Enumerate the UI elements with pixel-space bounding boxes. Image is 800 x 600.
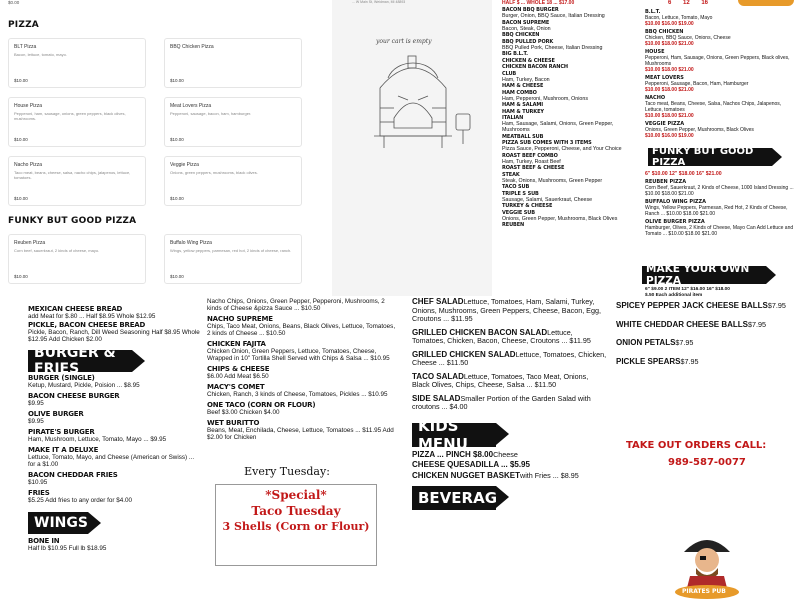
menu-card-blt[interactable]: BLT Pizza Bacon, lettuce, tomato, mayo. $10.00 xyxy=(8,38,146,88)
item-desc: Bacon, Lettuce, Tomato, Mayo xyxy=(645,15,713,21)
sub-item[interactable] xyxy=(502,172,640,184)
top-price: $0.00 xyxy=(8,0,20,5)
burger-item[interactable] xyxy=(28,375,200,389)
item-name: TACO SALAD xyxy=(412,371,464,381)
sub-item[interactable] xyxy=(502,210,640,222)
item-name: WET BURITTO xyxy=(207,419,260,427)
item-name: GRILLED CHICKEN BACON SALAD xyxy=(412,327,548,337)
item-desc: Lettuce, Tomatoes, Ham, Salami, Turkey, Onions, Mushrooms, Green Peppers, Cheese, Bacon, Egg, Croutons ... $11.95 xyxy=(412,298,601,323)
item-name: BACON SUPREME xyxy=(502,19,550,26)
item-desc: $9.95 xyxy=(28,400,44,407)
item-desc: Pizza Sauce, Pepperoni, Cheese, and Your Choice xyxy=(502,146,622,152)
item-price: $10.00 $18.00 $21.00 xyxy=(645,113,694,119)
online-menu-panel xyxy=(0,0,330,296)
cheesebread-item[interactable] xyxy=(28,306,200,320)
mexican-item[interactable] xyxy=(207,298,397,312)
item-name: HAM COMBO xyxy=(502,89,537,96)
item-name: PICKLE, BACON CHEESE BREAD xyxy=(28,321,146,329)
funky-list xyxy=(645,179,797,239)
item-name: REUBEN PIZZA xyxy=(645,179,687,185)
item-desc: Sausage, Salami, Sauerkraut, Cheese xyxy=(502,196,593,203)
pub-logo-fragment xyxy=(738,0,794,6)
mexican-item[interactable] xyxy=(207,341,397,362)
item-name: MEXICAN CHEESE BREAD xyxy=(28,305,123,313)
burger-item[interactable] xyxy=(28,490,200,504)
sub-item[interactable] xyxy=(502,83,640,89)
item-desc: Ketup, Mustard, Pickle, Poision ... $8.95 xyxy=(28,382,140,389)
item-desc: Chicken Onion, Green Peppers, Lettuce, Tomatoes, Cheese, Wrapped in 10" Tortilla Shell Served with Chips & Salsa ... $10.95 xyxy=(207,348,390,362)
mexican-item[interactable] xyxy=(207,402,397,416)
salad-item[interactable] xyxy=(412,373,607,390)
item-desc: Ham, Sausage, Salami, Onions, Green Pepper, Mushrooms xyxy=(502,121,614,133)
menu-card-house[interactable]: House Pizza Pepperoni, ham, sausage, onions, green peppers, black olives, mushrooms. $10.00 xyxy=(8,97,146,147)
pizza-menu-column xyxy=(642,0,800,296)
item-name: BIG B.L.T. xyxy=(502,51,528,57)
item-desc: $7.95 xyxy=(675,338,694,347)
item-name: HOUSE xyxy=(645,49,665,55)
wings-banner: WINGS xyxy=(28,512,88,534)
item-name: CHICKEN NUGGET BASKET xyxy=(412,470,521,480)
burger-item[interactable] xyxy=(28,393,200,407)
menu-card-veggie[interactable]: Veggie Pizza Onions, green peppers, mushrooms, black olives. $10.00 xyxy=(164,156,302,206)
item-name: VEGGIE SUB xyxy=(502,209,535,216)
sub-item[interactable] xyxy=(502,58,640,64)
item-name: PIZZA ... PINCH $8.00 xyxy=(412,449,494,459)
item-price: $10.00 $18.00 $21.00 xyxy=(645,41,694,47)
item-desc: Lettuce, Tomatoes, Chicken, Bacon, Cheese, Croutons ... $11.95 xyxy=(412,327,591,345)
sub-item[interactable] xyxy=(502,20,640,32)
item-name: PIZZA SUB COMES WITH 3 ITEMS xyxy=(502,140,592,146)
item-name: NACHO SUPREME xyxy=(207,315,273,323)
item-name: ONION PETALS xyxy=(616,338,676,347)
sub-item[interactable] xyxy=(502,140,640,152)
mexican-item[interactable] xyxy=(207,384,397,398)
pizza-item[interactable] xyxy=(645,75,797,93)
item-desc: $7.95 xyxy=(748,319,767,329)
item-name: CHICKEN & CHEESE xyxy=(502,57,555,64)
sub-item[interactable] xyxy=(502,64,640,70)
item-name: OLIVE BURGER PIZZA xyxy=(645,219,705,225)
item-name: STEAK xyxy=(502,171,520,178)
takeout-label: TAKE OUT ORDERS CALL: xyxy=(626,440,767,451)
item-name: CHEESE QUESADILLA ... $5.95 xyxy=(412,460,530,469)
item-name: BACON CHEDDAR FRIES xyxy=(28,471,118,479)
salad-item[interactable] xyxy=(412,298,607,324)
item-desc: $7.95 xyxy=(767,301,786,310)
item-name: BBQ PULLED PORK xyxy=(502,38,554,45)
side-item[interactable] xyxy=(616,321,800,330)
item-desc: $5.25 Add fries to any order for $4.00 xyxy=(28,497,132,504)
item-desc: Lettuce, Tomato, Mayo, and Cheese (American or Swiss) ... for a $1.00 xyxy=(28,454,195,468)
item-name: WHITE CHEDDAR CHEESE BALLS xyxy=(616,319,749,329)
item-name: MEATBALL SUB xyxy=(502,133,544,140)
burger-item[interactable] xyxy=(28,472,200,486)
pizza-section-title: PIZZA xyxy=(8,20,39,30)
item-desc: Chicken, Ranch, 3 kinds of Cheese, Tomatoes, Pickles ... $10.95 xyxy=(207,391,388,398)
salad-item[interactable] xyxy=(412,351,607,368)
burger-item[interactable] xyxy=(28,411,200,425)
pizza-item[interactable] xyxy=(645,121,797,139)
item-name: SIDE SALAD xyxy=(412,393,461,403)
sub-item[interactable] xyxy=(502,102,640,108)
pizza-item[interactable] xyxy=(645,95,797,119)
item-desc: Beans, Meat, Enchilada, Cheese, Lettuce, Tomatoes ... $11.95 Add $2.00 for Chicken xyxy=(207,427,394,441)
item-name: OLIVE BURGER xyxy=(28,410,84,418)
item-name: SPICEY PEPPER JACK CHEESE BALLS xyxy=(616,301,768,310)
pizza-item[interactable] xyxy=(645,49,797,73)
item-desc: Pickle, Bacon, Ranch, Dill Weed Seasoning Half $8.95 Whole $12.95 Add Chicken $2.00 xyxy=(28,329,200,343)
item-name: BURGER (SINGLE) xyxy=(28,374,95,382)
mexican-item[interactable] xyxy=(207,366,397,380)
item-name: REUBEN xyxy=(502,222,525,228)
kids-list xyxy=(412,451,607,481)
every-tuesday-title: Every Tuesday: xyxy=(244,465,330,478)
item-name: ROAST BEEF COMBO xyxy=(502,152,558,159)
item-desc: Lettuce, Tomatoes, Chicken, Cheese ... $11.50 xyxy=(412,349,607,367)
item-desc: Taco meat, Beans, Cheese, Salsa, Nachos Chips, Jalapenos, Lettuce, tomatoes xyxy=(645,101,782,113)
item-name: BBQ CHICKEN xyxy=(502,32,540,38)
burger-list xyxy=(28,375,200,504)
item-desc: Chicken, BBQ Sauce, Onions, Cheese xyxy=(645,35,731,41)
mexican-item[interactable] xyxy=(207,420,397,441)
item-desc: Smaller Portion of the Garden Salad with croutons ... $4.00 xyxy=(412,393,591,411)
cheesebread-item[interactable] xyxy=(28,322,200,343)
item-desc: Pepperoni, Sausage, Bacon, Ham, Hamburger xyxy=(645,81,749,87)
item-desc: Half lb $10.95 Full lb $18.95 xyxy=(28,545,107,552)
lower-column-4 xyxy=(616,298,800,600)
item-name: BACON CHEESE BURGER xyxy=(28,392,120,400)
item-name: FRIES xyxy=(28,489,50,497)
taco-tuesday-label: Taco Tuesday xyxy=(251,504,341,518)
item-name: BUFFALO WING PIZZA xyxy=(645,199,707,205)
item-name: NACHO xyxy=(645,95,666,101)
sub-item[interactable] xyxy=(502,203,640,209)
item-price: $10.00 $18.00 $21.00 xyxy=(645,67,694,73)
menu-card-meat-lovers[interactable]: Meat Lovers Pizza Pepperoni, sausage, bacon, ham, hamburger. $10.00 xyxy=(164,97,302,147)
sub-item[interactable] xyxy=(502,90,640,102)
lower-column-3 xyxy=(412,298,607,600)
item-name: CHEF SALAD xyxy=(412,298,464,306)
item-desc: Pepperoni, Ham, Sausage, Onions, Green Peppers, Black olives, Mushrooms xyxy=(645,55,790,67)
item-desc: Bacon, Steak, Onion xyxy=(502,25,551,32)
item-name: CHICKEN BACON RANCH xyxy=(502,64,568,70)
phone-number[interactable]: 989-587-0077 xyxy=(668,457,746,468)
salad-item[interactable] xyxy=(412,329,607,346)
mexican-item[interactable] xyxy=(207,316,397,337)
item-name: CHICKEN FAJITA xyxy=(207,340,266,348)
cart-empty-text: your cart is empty xyxy=(376,38,432,45)
item-desc: $9.95 xyxy=(28,418,44,425)
sub-item[interactable] xyxy=(502,153,640,165)
subs-list xyxy=(494,7,640,228)
item-name: BACON BBQ BURGER xyxy=(502,7,559,13)
item-name: VEGGIE PIZZA xyxy=(645,121,685,127)
sub-item[interactable] xyxy=(502,51,640,57)
item-desc: Onions, Green Pepper, Mushrooms, Black Olives xyxy=(502,215,618,222)
item-price: $10.00 $18.00 $21.00 xyxy=(645,87,694,93)
sub-item[interactable] xyxy=(502,32,640,38)
item-desc: Ham, Mushroom, Lettuce, Tomato, Mayo ... $9.95 xyxy=(28,436,167,443)
item-price: $10.00 $16.00 $19.00 xyxy=(645,133,694,139)
shells-label: 3 Shells (Corn or Flour) xyxy=(222,520,370,533)
sub-item[interactable] xyxy=(502,191,640,203)
logo-text: PIRATES PUB xyxy=(682,588,726,595)
item-name: TRIPLE S SUB xyxy=(502,190,539,197)
pizza-list xyxy=(645,9,797,141)
sub-item[interactable] xyxy=(502,134,640,140)
sub-item[interactable] xyxy=(502,7,640,19)
item-desc: Burger, Onion, BBQ Sauce, Italian Dressing xyxy=(502,13,605,19)
item-name: HAM & SALAMI xyxy=(502,102,544,108)
item-name: MACY'S COMET xyxy=(207,383,265,391)
kids-menu-banner: KIDS MENU xyxy=(412,423,496,447)
item-desc: Chips, Taco Meat, Onions, Beans, Black Olives, Lettuce, Tomatoes, 2 kinds of Cheese ... $10.50 xyxy=(207,323,396,337)
item-name: HAM & TURKEY xyxy=(502,108,544,115)
item-name: MEAT LOVERS xyxy=(645,75,684,81)
funky-pizza-item[interactable] xyxy=(645,199,797,217)
pizza-item[interactable] xyxy=(645,29,797,47)
menu-card-nacho[interactable]: Nacho Pizza Taco meat, beans, cheese, salsa, nacho chips, jalapenos, lettuce, tomatoes. $10.00 xyxy=(8,156,146,206)
sub-item[interactable] xyxy=(502,71,640,83)
subs-price-header: HALF $ ... WHOLE 18 ... $17.00 xyxy=(502,0,575,6)
item-name: HAM & CHEESE xyxy=(502,83,544,89)
side-item[interactable] xyxy=(616,339,800,348)
kids-item[interactable] xyxy=(412,472,607,481)
pizza-item[interactable] xyxy=(645,9,797,27)
sub-item[interactable] xyxy=(502,184,640,190)
item-desc: Lettuce, Tomatoes, Taco Meat, Onions, Black Olives, Chips, Cheese, Salsa ... $11.50 xyxy=(412,371,589,389)
lower-column-2 xyxy=(207,298,397,600)
funky-banner: FUNKY BUT GOOD PIZZA xyxy=(648,148,772,166)
item-name: BONE IN xyxy=(28,537,60,545)
burger-fries-banner: BURGER & FRIES xyxy=(28,350,132,372)
item-name: TURKEY & CHEESE xyxy=(502,203,553,209)
item-desc: Ham, Turkey, Roast Beef xyxy=(502,158,561,165)
side-item[interactable] xyxy=(616,302,800,311)
subs-menu-column xyxy=(494,0,640,296)
salad-item[interactable] xyxy=(412,395,607,412)
make-your-own-banner: MAKE YOUR OWN PIZZA xyxy=(642,266,766,284)
item-desc: with Fries ... $8.95 xyxy=(520,470,579,480)
wings-list xyxy=(28,538,200,552)
item-name: BBQ CHICKEN xyxy=(645,29,684,35)
item-desc: Onions, Green Pepper, Mushrooms, Black Olives xyxy=(645,127,754,133)
funky-pizza-item[interactable] xyxy=(645,179,797,197)
item-name: PICKLE SPEARS xyxy=(616,356,681,366)
menu-card-buffalo-wing[interactable]: Buffalo Wing Pizza Wings, yellow peppers, parmesan, red hot, 2 kinds of cheese, ranch. $10.00 xyxy=(164,234,302,284)
side-item[interactable] xyxy=(616,358,800,367)
item-desc: Hamburger, Olives, 2 Kinds of Cheese, Mayo Can Add Lettuce and Tomato ... $10.00 $18.00 $21.00 xyxy=(645,225,794,237)
sub-item[interactable] xyxy=(502,115,640,133)
item-price: $10.00 $16.00 $19.00 xyxy=(645,21,694,27)
item-name: MAKE IT A DELUXE xyxy=(28,446,99,454)
pizza-peel-icon xyxy=(454,112,472,146)
taco-tuesday-box xyxy=(215,484,377,566)
funky-pizza-item[interactable] xyxy=(645,219,797,237)
item-desc: Steak, Onions, Mushrooms, Green Pepper xyxy=(502,177,603,184)
item-name: CHIPS & CHEESE xyxy=(207,365,270,373)
item-desc: Wings, Yellow Peppers, Parmesan, Red Hot, 2 Kinds of Cheese, Ranch ... $10.00 $18.00 $21.00 xyxy=(645,205,788,217)
item-name: ONE TACO (CORN OR FLOUR) xyxy=(207,401,316,409)
menu-card-bbq-chicken[interactable]: BBQ Chicken Pizza $10.00 xyxy=(164,38,302,88)
item-name: PIRATE'S BURGER xyxy=(28,428,95,436)
make-your-own-line1: 6" $9.00 2 ITEM 12" $16.00 16" $18.00 xyxy=(645,287,730,292)
cart-address: ... W Main St, Weidman, MI 48893 xyxy=(352,0,406,4)
item-desc: $7.95 xyxy=(680,356,699,366)
item-desc: $10.95 xyxy=(28,479,48,486)
item-name: B.L.T. xyxy=(645,9,661,15)
sub-item[interactable] xyxy=(502,39,640,51)
cart-panel xyxy=(332,0,492,296)
salad-list xyxy=(412,298,607,412)
item-name: GRILLED CHICKEN SALAD xyxy=(412,349,516,359)
cheesebread-list xyxy=(28,306,200,343)
wings-item[interactable] xyxy=(28,538,200,552)
kids-item[interactable] xyxy=(412,461,607,470)
item-desc: BBQ Pulled Pork, Cheese, Italian Dressing xyxy=(502,44,603,51)
sub-item[interactable] xyxy=(502,222,640,228)
special-label: *Special* xyxy=(265,488,327,502)
burger-item[interactable] xyxy=(28,429,200,443)
lower-column-1 xyxy=(28,298,200,600)
make-your-own-line2: $.50 Each additional item xyxy=(645,293,703,296)
menu-card-reuben[interactable]: Reuben Pizza Corn beef, sauerkraut, 2 kinds of cheese, mayo. $10.00 xyxy=(8,234,146,284)
beverages-banner: BEVERAGES xyxy=(412,486,496,510)
item-desc: Nacho Chips, Onions, Green Pepper, Pepperoni, Mushrooms, 2 kinds of Cheese &pizza Sauce ... $10.50 xyxy=(207,298,385,312)
item-desc: add Meat for $.80 ... Half $8.95 Whole $12.95 xyxy=(28,313,156,320)
item-name: ROAST BEEF & CHEESE xyxy=(502,165,565,171)
item-desc: Beef $3.00 Chicken $4.00 xyxy=(207,409,280,416)
funky-sizes: 6" $10.00 12" $18.00 16" $21.00 xyxy=(645,171,722,177)
item-name: CLUB xyxy=(502,70,517,77)
item-desc: Corn Beef, Sauerkraut, 2 Kinds of Cheese, 1000 Island Dressing ... $10.00 $18.00 $21.00 xyxy=(645,185,794,197)
item-desc: $6.00 Add Meat $6.50 xyxy=(207,373,269,380)
item-desc: Cheese xyxy=(493,449,518,459)
sides-list xyxy=(616,302,800,366)
item-name: ITALIAN xyxy=(502,115,524,121)
pizza-size-header: 6 12 16 xyxy=(668,0,709,6)
sub-item[interactable] xyxy=(502,165,640,171)
item-desc: Ham, Turkey, Bacon xyxy=(502,76,550,83)
mexican-list xyxy=(207,298,397,441)
oven-icon xyxy=(358,48,468,158)
item-name: TACO SUB xyxy=(502,184,530,190)
burger-item[interactable] xyxy=(28,447,200,468)
item-desc: Ham, Pepperoni, Mushroom, Onions xyxy=(502,95,588,102)
sub-item[interactable] xyxy=(502,109,640,115)
funky-section-title: FUNKY BUT GOOD PIZZA xyxy=(8,216,137,226)
